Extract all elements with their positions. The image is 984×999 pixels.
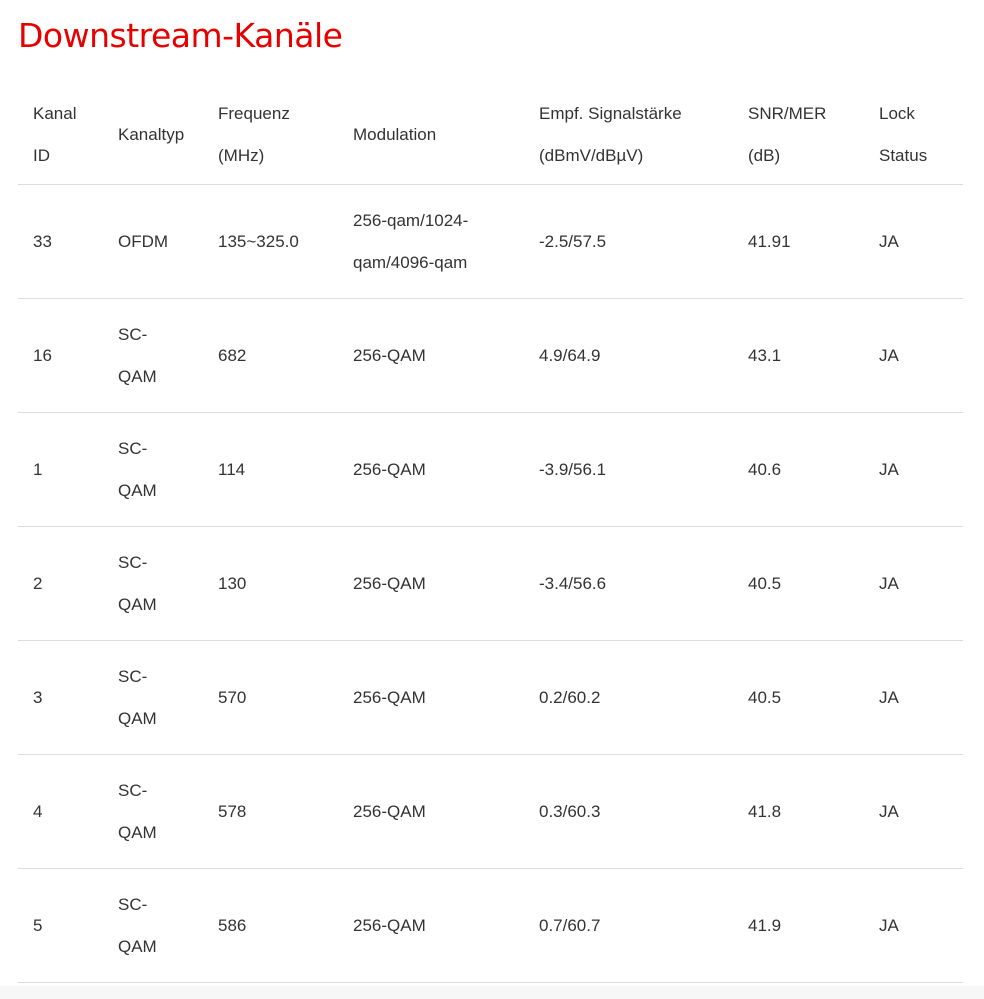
cell-lock-status: JA xyxy=(879,687,899,707)
header-snr-mer: SNR/MER (dB) xyxy=(748,104,827,165)
table-row xyxy=(18,641,963,755)
cell-modulation: 256-QAM xyxy=(353,687,426,707)
cell-kanaltyp: OFDM xyxy=(118,231,169,251)
table-header-row xyxy=(18,86,963,185)
cell-lock-status: JA xyxy=(879,231,899,251)
header-kanaltyp: Kanaltyp xyxy=(118,125,185,144)
page-footer-band xyxy=(0,986,984,999)
table-row xyxy=(18,869,963,983)
cell-lock-status: JA xyxy=(879,459,899,479)
cell-kanaltyp: SC-QAM xyxy=(118,780,157,842)
cell-frequenz: 586 xyxy=(218,915,247,935)
cell-signalstaerke: -2.5/57.5 xyxy=(539,231,607,251)
cell-kanaltyp: SC-QAM xyxy=(118,894,157,956)
cell-kanaltyp: SC-QAM xyxy=(118,552,157,614)
cell-signalstaerke: -3.4/56.6 xyxy=(539,573,607,593)
cell-signalstaerke: 0.7/60.7 xyxy=(539,915,601,935)
cell-snr-mer: 41.8 xyxy=(748,801,782,821)
cell-snr-mer: 40.6 xyxy=(748,459,782,479)
cell-frequenz: 130 xyxy=(218,573,247,593)
cell-kanaltyp: SC-QAM xyxy=(118,438,157,500)
cell-snr-mer: 40.5 xyxy=(748,687,782,707)
cell-modulation: 256-qam/1024-qam/4096-qam xyxy=(353,210,469,272)
cell-signalstaerke: 0.3/60.3 xyxy=(539,801,601,821)
cell-signalstaerke: 4.9/64.9 xyxy=(539,345,601,365)
table-body xyxy=(18,185,963,983)
header-kanal-id: Kanal ID xyxy=(33,104,77,165)
header-modulation: Modulation xyxy=(353,125,437,144)
cell-lock-status: JA xyxy=(879,801,899,821)
cell-modulation: 256-QAM xyxy=(353,459,426,479)
cell-frequenz: 114 xyxy=(218,459,246,479)
cell-lock-status: JA xyxy=(879,345,899,365)
cell-kanal-id: 4 xyxy=(33,801,43,821)
cell-modulation: 256-QAM xyxy=(353,345,426,365)
table-row xyxy=(18,527,963,641)
table-row xyxy=(18,755,963,869)
table-row xyxy=(18,185,963,299)
cell-frequenz: 578 xyxy=(218,801,247,821)
cell-signalstaerke: 0.2/60.2 xyxy=(539,687,601,707)
cell-snr-mer: 40.5 xyxy=(748,573,782,593)
cell-signalstaerke: -3.9/56.1 xyxy=(539,459,607,479)
downstream-channels-table xyxy=(18,86,963,983)
cell-modulation: 256-QAM xyxy=(353,573,426,593)
cell-snr-mer: 43.1 xyxy=(748,345,782,365)
cell-kanal-id: 2 xyxy=(33,573,43,593)
cell-modulation: 256-QAM xyxy=(353,801,426,821)
cell-kanal-id: 16 xyxy=(33,345,52,365)
cell-frequenz: 135~325.0 xyxy=(218,231,299,251)
cell-kanal-id: 5 xyxy=(33,915,43,935)
cell-snr-mer: 41.9 xyxy=(748,915,782,935)
header-frequenz: Frequenz (MHz) xyxy=(218,104,290,165)
cell-frequenz: 570 xyxy=(218,687,247,707)
cell-snr-mer: 41.91 xyxy=(748,231,791,251)
cell-frequenz: 682 xyxy=(218,345,247,365)
cell-kanaltyp: SC-QAM xyxy=(118,324,157,386)
table-row xyxy=(18,299,963,413)
header-lock-status: Lock Status xyxy=(879,104,928,165)
cell-kanal-id: 1 xyxy=(33,459,43,479)
table-row xyxy=(18,413,963,527)
cell-lock-status: JA xyxy=(879,573,899,593)
cell-kanal-id: 3 xyxy=(33,687,43,707)
cell-lock-status: JA xyxy=(879,915,899,935)
page-title: Downstream-Kanäle xyxy=(18,16,343,55)
cell-kanal-id: 33 xyxy=(33,231,52,251)
header-signalstaerke: Empf. Signalstärke (dBmV/dBµV) xyxy=(539,104,682,165)
cell-modulation: 256-QAM xyxy=(353,915,426,935)
cell-kanaltyp: SC-QAM xyxy=(118,666,157,728)
